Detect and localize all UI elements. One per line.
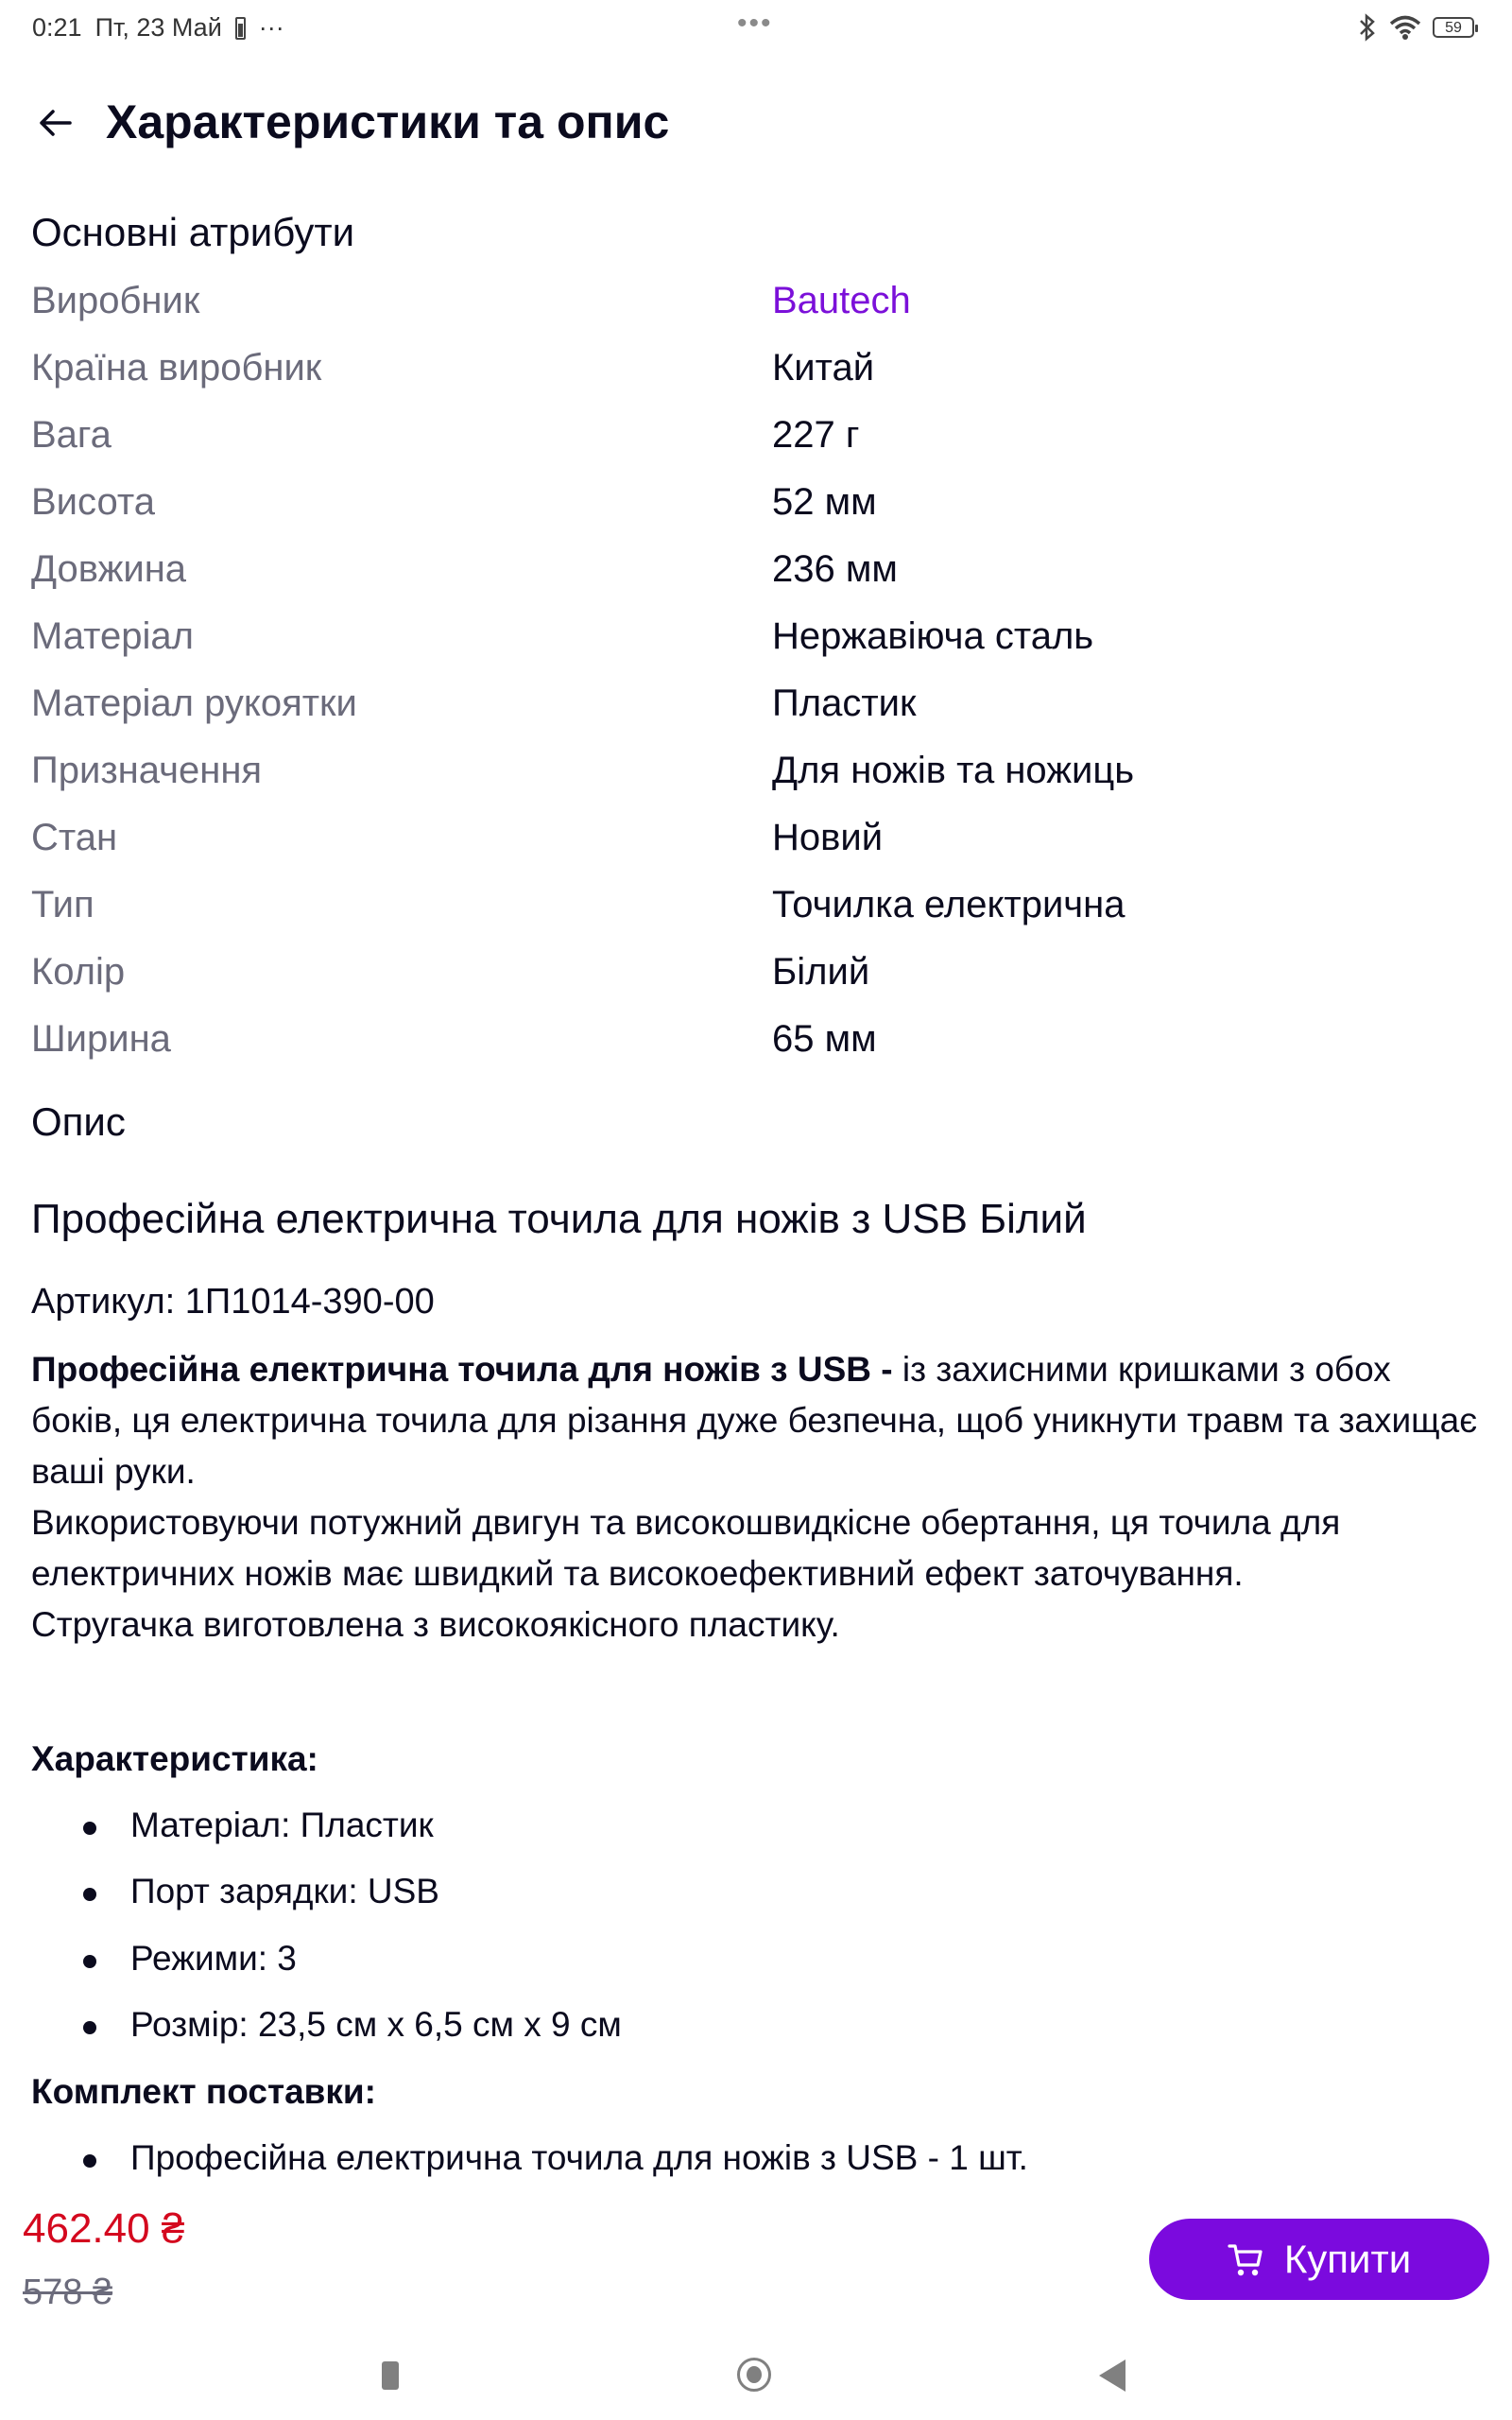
attribute-value: 227 г	[772, 414, 860, 456]
system-nav-bar	[0, 2344, 1512, 2411]
attribute-row	[31, 280, 1486, 337]
attribute-key: Стан	[31, 817, 118, 858]
description-heading: Опис	[31, 1099, 126, 1144]
specs-heading: Характеристика:	[31, 1739, 318, 1778]
attribute-value: 52 мм	[772, 481, 877, 523]
status-date: Пт, 23 Май	[94, 13, 222, 42]
description-intro: із захисними кришками з обох боків, ця електрична точила для різання дуже безпечна, щоб уникнути травм та захищає ваші руки.	[31, 1350, 1478, 1491]
buy-button[interactable]	[1149, 2219, 1489, 2300]
attribute-value: Точилка електрична	[772, 884, 1125, 925]
spec-item	[85, 1872, 439, 1911]
attribute-key: Вага	[31, 414, 112, 456]
recents-button[interactable]	[382, 2361, 399, 2390]
back-button[interactable]	[28, 96, 81, 149]
cart-icon	[1228, 2240, 1265, 2278]
description-text	[31, 1344, 1486, 1651]
page-title: Характеристики та опис	[106, 95, 670, 148]
status-bar	[0, 0, 1512, 57]
attribute-key: Матеріал	[31, 615, 194, 657]
attribute-row	[31, 548, 1486, 605]
attribute-row	[31, 817, 1486, 873]
spec-item-text: Розмір: 23,5 см х 6,5 см х 9 см	[130, 2005, 622, 2044]
attribute-key: Довжина	[31, 548, 187, 590]
attribute-row	[31, 951, 1486, 1008]
system-back-button[interactable]	[1099, 2360, 1125, 2392]
attribute-row	[31, 683, 1486, 739]
attribute-key: Виробник	[31, 280, 200, 321]
manufacturer-link[interactable]: Bautech	[772, 280, 911, 321]
attribute-row	[31, 347, 1486, 404]
old-price: 578 ₴	[23, 2273, 113, 2312]
package-item	[85, 2138, 1028, 2178]
description-intro-bold: Професійна електрична точила для ножів з USB -	[31, 1350, 902, 1389]
attribute-value: Нержавіюча сталь	[772, 615, 1094, 657]
spec-item-text: Матеріал: Пластик	[130, 1806, 434, 1844]
attribute-value: Китай	[772, 347, 875, 389]
battery-icon: 59	[1433, 17, 1474, 38]
attribute-value: 236 мм	[772, 548, 898, 590]
attribute-row	[31, 414, 1486, 471]
spec-item	[85, 1939, 297, 1979]
bluetooth-icon	[1357, 13, 1378, 42]
arrow-left-icon	[38, 109, 72, 137]
attribute-row	[31, 481, 1486, 538]
buy-button-label: Купити	[1283, 2237, 1412, 2281]
attribute-key: Колір	[31, 951, 126, 993]
spec-item-text: Режими: 3	[130, 1939, 297, 1978]
attribute-key: Матеріал рукоятки	[31, 683, 357, 724]
attribute-value: Новий	[772, 817, 884, 858]
attribute-value: 65 мм	[772, 1018, 877, 1060]
spec-item	[85, 2005, 622, 2045]
attribute-value: Білий	[772, 951, 870, 993]
attribute-row	[31, 750, 1486, 806]
product-title: Професійна електрична точила для ножів з USB Білий	[31, 1196, 1087, 1242]
description-paragraph: Стругачка виготовлена з високоякісного пластику.	[31, 1605, 840, 1644]
spec-item-text: Порт зарядки: USB	[130, 1872, 439, 1910]
attribute-key: Тип	[31, 884, 94, 925]
attribute-key: Країна виробник	[31, 347, 322, 389]
package-item-text: Професійна електрична точила для ножів з USB - 1 шт.	[130, 2138, 1028, 2177]
multitask-dots-icon[interactable]: •••	[737, 8, 773, 39]
battery-saver-icon	[235, 17, 246, 40]
current-price: 462.40 ₴	[23, 2205, 185, 2252]
product-sku: Артикул: 1П1014-390-00	[31, 1282, 435, 1322]
spec-item	[85, 1806, 434, 1845]
attribute-key: Ширина	[31, 1018, 171, 1060]
attribute-row	[31, 1018, 1486, 1075]
package-heading: Комплект поставки:	[31, 2072, 376, 2111]
attribute-key: Висота	[31, 481, 155, 523]
attribute-key: Призначення	[31, 750, 263, 791]
attributes-heading: Основні атрибути	[31, 210, 355, 254]
wifi-icon	[1389, 14, 1421, 41]
attribute-row	[31, 615, 1486, 672]
status-time: 0:21	[32, 13, 82, 42]
description-paragraph: Використовуючи потужний двигун та високошвидкісне обертання, ця точила для електричних ножів має швидкий та високоефективний ефект заточування.	[31, 1503, 1341, 1593]
more-notifications-icon: ···	[258, 13, 284, 42]
app-header	[0, 85, 1512, 161]
attribute-row	[31, 884, 1486, 941]
attribute-value: Для ножів та ножиць	[772, 750, 1135, 791]
home-button[interactable]	[737, 2358, 771, 2392]
attribute-value: Пластик	[772, 683, 917, 724]
